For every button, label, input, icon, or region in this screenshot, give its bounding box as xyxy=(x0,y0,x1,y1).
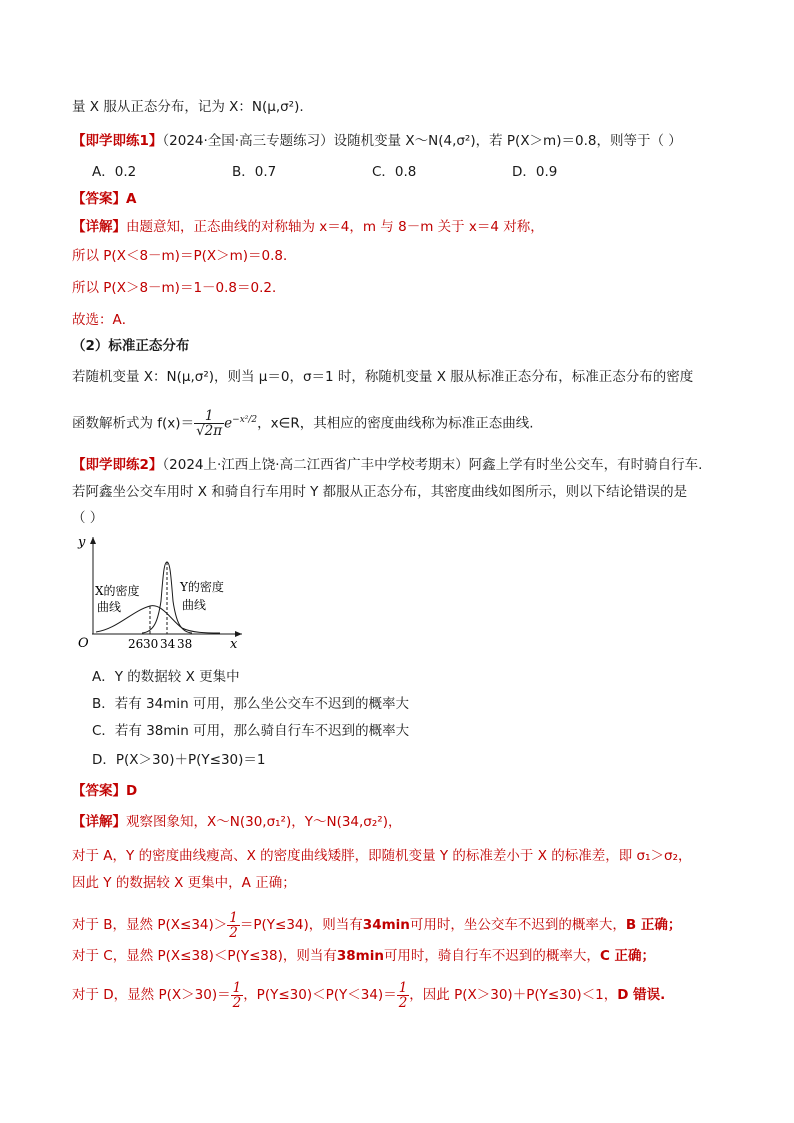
section-2-line-2: 函数解析式为 f(x)＝ $\frac{1}{√2\pi}$ $e^{-x^2/2}$，x∈R，其相应的密度曲线称为标准正态曲线. xyxy=(72,408,534,439)
x-curve-label-line-1: X的密度 xyxy=(95,584,140,598)
tick-38: 38 xyxy=(177,637,193,651)
exercise-2-option-c: C．若有 38min 可用，那么骑自行车不迟到的概率大 xyxy=(92,723,410,739)
x-curve-label-line-2: 曲线 xyxy=(97,600,122,614)
tick-30: 30 xyxy=(143,637,159,651)
detail-1-tag: 【详解】 xyxy=(72,219,126,235)
exercise-2-line-2: 若阿鑫坐公交车用时 X 和骑自行车用时 Y 都服从正态分布，其密度曲线如图所示，则以下结论错误的是 xyxy=(72,484,688,500)
answer-1-tag: 【答案】 xyxy=(72,191,126,207)
exercise-1-tag: 【即学即练1】 xyxy=(72,133,163,149)
exercise-1-question xyxy=(72,131,682,151)
detail-2-b: 对于 B，显然 P(X≤34)＞ $\frac{1}{2}$ ＝P(Y≤34)，则当有34min可用时，坐公交车不迟到的概率大，B 正确； xyxy=(72,909,682,941)
detail-2-line-1: 【详解】观察图象知，X～N(30,σ₁²)，Y～N(34,σ₂²)， xyxy=(72,814,402,830)
option-c: C．0.8 xyxy=(372,164,417,180)
answer-2-tag: 【答案】 xyxy=(72,783,126,799)
detail-2-a-line-1: 对于 A，Y 的密度曲线瘦高、X 的密度曲线矮胖，即随机变量 Y 的标准差小于 X 的标准差，即 σ₁＞σ₂， xyxy=(72,848,692,864)
option-b: B．0.7 xyxy=(232,164,277,180)
exercise-1-options xyxy=(92,162,652,182)
exercise-2-option-d: D．P(X＞30)＋P(Y≤30)＝1 xyxy=(92,752,266,768)
detail-1-line-1: 【详解】由题意知，正态曲线的对称轴为 x＝4，m 与 8－m 关于 x＝4 对称， xyxy=(72,219,544,235)
half-fraction-b: $\frac{1}{2}$ xyxy=(229,909,238,941)
y-axis-label: y xyxy=(78,535,86,550)
tick-26: 26 xyxy=(128,637,144,651)
x-axis-label: x xyxy=(230,637,238,651)
exercise-2-tag: 【即学即练2】 xyxy=(72,457,163,473)
origin-label: O xyxy=(78,636,89,651)
density-curves-figure xyxy=(72,531,252,651)
section-2-line-1: 若随机变量 X：N(μ,σ²)，则当 μ＝0，σ＝1 时，称随机变量 X 服从标准正态分布，标准正态分布的密度 xyxy=(72,369,694,385)
detail-2-tag: 【详解】 xyxy=(72,814,126,830)
detail-1-line-4: 故选：A． xyxy=(72,312,136,328)
intro-line: 量 X 服从正态分布，记为 X：N(μ,σ²). xyxy=(72,99,304,115)
detail-2-d: 对于 D，显然 P(X＞30)＝ $\frac{1}{2}$ ，P(Y≤30)＜P(Y＜34)＝ $\frac{1}{2}$ ，因此 P(X＞30)＋P(Y≤30)＜1，D 错误. xyxy=(72,979,666,1011)
answer-1 xyxy=(72,189,136,209)
option-a: A．0.2 xyxy=(92,164,137,180)
answer-2-value: D xyxy=(126,783,138,799)
exercise-2-question: 【即学即练2】（2024上·江西上饶·高二江西省广丰中学校考期末）阿鑫上学有时坐公交车，有时骑自行车. xyxy=(72,457,703,473)
y-curve-label-line-2: 曲线 xyxy=(182,598,207,612)
y-curve-label-line-1: Y的密度 xyxy=(180,580,224,594)
answer-1-value: A xyxy=(126,191,137,207)
section-2-title: （2）标准正态分布 xyxy=(72,338,190,354)
detail-2-a-line-2: 因此 Y 的数据较 X 更集中，A 正确； xyxy=(72,875,296,891)
half-fraction-d2: $\frac{1}{2}$ xyxy=(398,979,408,1011)
y-axis-arrow xyxy=(90,537,96,544)
tick-34: 34 xyxy=(160,637,176,651)
exercise-2-line-3: （ ） xyxy=(72,510,104,526)
half-fraction-d1: $\frac{1}{2}$ xyxy=(232,979,242,1011)
detail-1-line-2: 所以 P(X＜8－m)＝P(X＞m)＝0.8． xyxy=(72,248,297,264)
exercise-1-text: （2024·全国·高三专题练习）设随机变量 X～N(4,σ²)，若 P(X＞m)＝0.8，则等于（ ） xyxy=(162,133,682,149)
detail-1-line-3: 所以 P(X＞8－m)＝1－0.8＝0.2． xyxy=(72,280,286,296)
exercise-2-option-a: A．Y 的数据较 X 更集中 xyxy=(92,669,240,685)
exercise-2-option-b: B．若有 34min 可用，那么坐公交车不迟到的概率大 xyxy=(92,696,409,712)
detail-2-c: 对于 C，显然 P(X≤38)＜P(Y≤38)，则当有38min可用时，骑自行车不迟到的概率大，C 正确； xyxy=(72,948,656,964)
pdf-coefficient: $\frac{1}{√2\pi}$ xyxy=(196,408,223,439)
answer-2 xyxy=(72,781,137,801)
option-d: D．0.9 xyxy=(512,164,558,180)
